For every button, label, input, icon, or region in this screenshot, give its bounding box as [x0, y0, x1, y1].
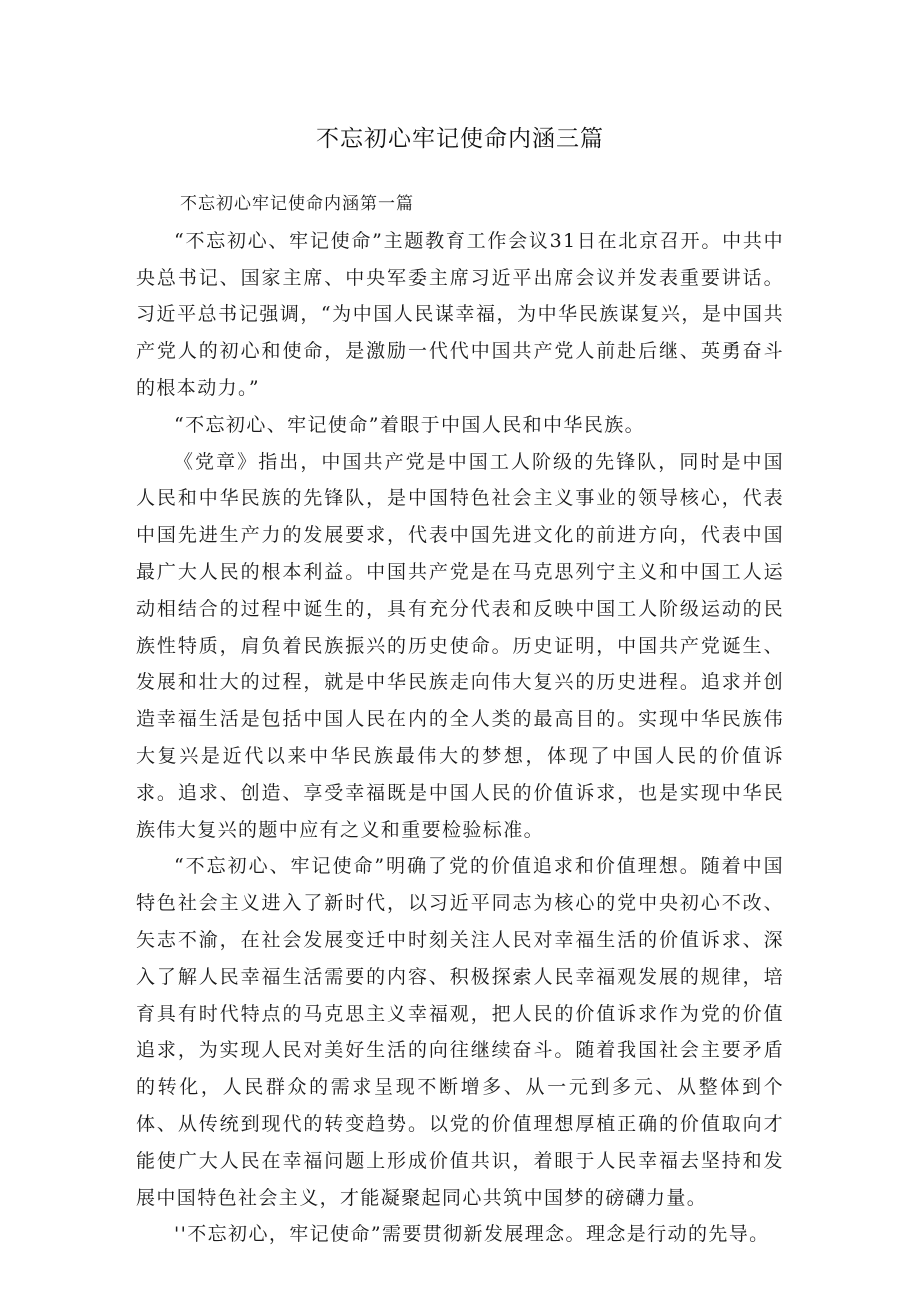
document-title: 不忘初心牢记使命内涵三篇: [316, 126, 604, 152]
document-body: [136, 186, 784, 1253]
paragraph-2: “不忘初心、牢记使命”着眼于中国人民和中华民族。: [174, 413, 646, 436]
paragraph-3: 《党章》指出，中国共产党是中国工人阶级的先锋队，同时是中国人民和中华民族的先锋队，是中国特色社会主义事业的领导核心，代表中国先进生产力的发展要求，代表中国先进文化的前进方向，代表中国最广大人民的根本利益。中国共产党是在马克思列宁主义和中国工人运动相结合的过程中诞生的，具有充分代表和反映中国工人阶级运动的民族性特质，肩负着民族振兴的历史使命。历史证明，中国共产党诞生、发展和壮大的过程，就是中华民族走向伟大复兴的历史进程。追求并创造幸福生活是包括中国人民在内的全人类的最高目的。实现中华民族伟大复兴是近代以来中华民族最伟大的梦想，体现了中国人民的价值诉求。追求、创造、享受幸福既是中国人民的价值诉求，也是实现中华民族伟大复兴的题中应有之义和重要检验标准。: [136, 450, 784, 841]
section-heading: 不忘初心牢记使命内涵第一篇: [180, 194, 414, 214]
paragraph-4: “不忘初心、牢记使命”明确了党的价值追求和价值理想。随着中国特色社会主义进入了新时代，以习近平同志为核心的党中央初心不改、矢志不渝，在社会发展变迁中时刻关注人民对幸福生活的价值诉求、深入了解人民幸福生活需要的内容、积极探索人民幸福观发展的规律，培育具有时代特点的马克思主义幸福观，把人民的价值诉求作为党的价值追求，为实现人民对美好生活的向往继续奋斗。随着我国社会主要矛盾的转化，人民群众的需求呈现不断增多、从一元到多元、从整体到个体、从传统到现代的转变趋势。以党的价值理想厚植正确的价值取向才能使广大人民在幸福问题上形成价值共识，着眼于人民幸福去坚持和发展中国特色社会主义，才能凝聚起同心共筑中国梦的磅礴力量。: [136, 855, 784, 1209]
paragraph-5: ''不忘初心，牢记使命”需要贯彻新发展理念。理念是行动的先导。: [174, 1223, 770, 1246]
paragraph-1: “不忘初心、牢记使命”主题教育工作会议31日在北京召开。中共中央总书记、国家主席、中央军委主席习近平出席会议并发表重要讲话。习近平总书记强调，“为中国人民谋幸福，为中华民族谋复兴，是中国共产党人的初心和使命，是激励一代代中国共产党人前赴后继、英勇奋斗的根本动力。”: [136, 229, 784, 399]
